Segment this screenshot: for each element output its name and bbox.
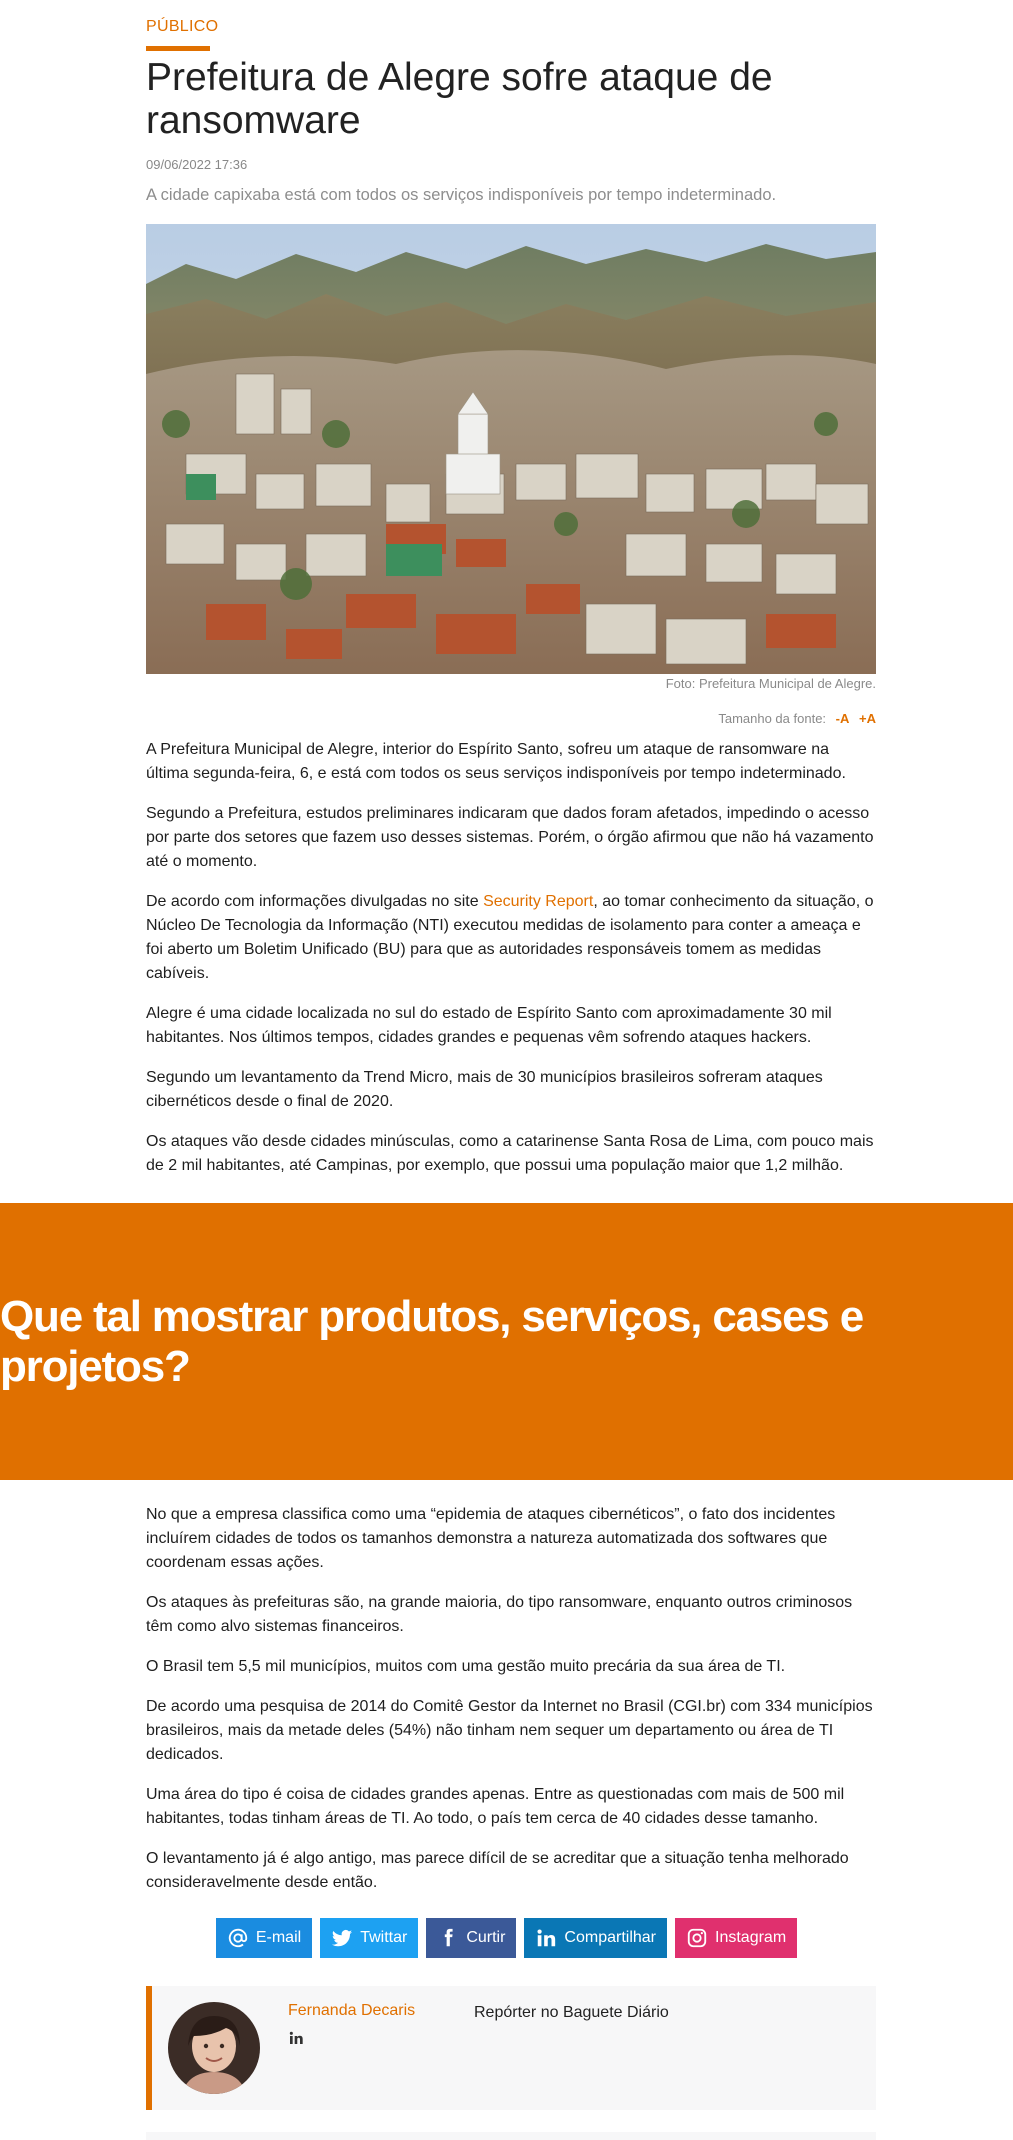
promo-banner-text: Que tal mostrar produtos, serviços, cases e projetos? (0, 1291, 863, 1391)
paragraph: O levantamento já é algo antigo, mas parece difícil de se acreditar que a situação tenha melhorado consideravelmente desde então. (146, 1850, 849, 1891)
twitter-icon (331, 1927, 353, 1949)
linkedin-icon[interactable] (288, 2030, 304, 2051)
share-facebook-label: Curtir (466, 1929, 506, 1946)
paragraph (146, 890, 876, 986)
photo-caption: Foto: Prefeitura Municipal de Alegre. (665, 676, 876, 691)
paragraph: Os ataques às prefeituras são, na grande maioria, do tipo ransomware, enquanto outros criminosos têm como alvo sistemas financeiros. (146, 1594, 853, 1635)
paragraph: De acordo uma pesquisa de 2014 do Comitê Gestor da Internet no Brasil (CGI.br) com 334 municípios brasileiros, mais da metade deles (54%) não tinham nem sequer um departamento ou área de TI dedicados. (146, 1698, 873, 1763)
author-avatar[interactable] (168, 2002, 260, 2094)
font-increase-button[interactable]: +A (859, 711, 876, 726)
paragraph: Uma área do tipo é coisa de cidades grandes apenas. Entre as questionadas com mais de 500 mil habitantes, todas tinham áreas de TI. Ao todo, o país tem cerca de 40 cidades desse tamanho. (146, 1786, 845, 1827)
paragraph: O Brasil tem 5,5 mil municípios, muitos com uma gestão muito precária da sua área de TI. (146, 1658, 786, 1675)
share-twitter-button[interactable] (320, 1918, 418, 1958)
share-instagram-label: Instagram (715, 1929, 787, 1946)
paragraph-text: De acordo com informações divulgadas no site (146, 893, 484, 910)
share-twitter-label: Twittar (360, 1929, 408, 1946)
author-role: Repórter no Baguete Diário (474, 2004, 669, 2021)
article-title: Prefeitura de Alegre sofre ataque de ransomware (146, 56, 773, 142)
author-box (146, 1986, 876, 2110)
next-section-edge (146, 2132, 876, 2140)
paragraph: Os ataques vão desde cidades minúsculas, como a catarinense Santa Rosa de Lima, com pouco mais de 2 mil habitantes, até Campinas, por exemplo, que possui uma população maior que 1,2 milhão. (146, 1133, 874, 1174)
share-linkedin-label: Compartilhar (564, 1929, 657, 1946)
instagram-icon (686, 1927, 708, 1949)
at-icon (227, 1927, 249, 1949)
font-size-control (146, 711, 876, 726)
article-photo (146, 224, 876, 674)
linkedin-icon (535, 1927, 557, 1949)
share-email-button[interactable] (216, 1918, 312, 1958)
paragraph: No que a empresa classifica como uma “epidemia de ataques cibernéticos”, o fato dos incidentes incluírem cidades de todos os tamanhos demonstra a natureza automatizada dos softwares que coordenam essas ações. (146, 1506, 836, 1571)
share-instagram-button[interactable] (675, 1918, 797, 1958)
paragraph: A Prefeitura Municipal de Alegre, interior do Espírito Santo, sofreu um ataque de ransomware na última segunda-feira, 6, e está com todos os seus serviços indisponíveis por tempo indeterminado. (146, 741, 846, 782)
security-report-link[interactable]: Security Report (483, 893, 594, 910)
promo-banner[interactable] (0, 1203, 1013, 1480)
paragraph: Segundo a Prefeitura, estudos preliminares indicaram que dados foram afetados, impedindo o acesso por parte dos setores que fazem uso desses sistemas. Porém, o órgão afirmou que não há vazamento até o momento. (146, 805, 874, 870)
paragraph: Alegre é uma cidade localizada no sul do estado de Espírito Santo com aproximadamente 30 mil habitantes. Nos últimos tempos, cidades grandes e pequenas vêm sofrendo ataques hackers. (146, 1005, 832, 1046)
share-linkedin-button[interactable] (524, 1918, 667, 1958)
section-underline (146, 46, 210, 51)
article-date: 09/06/2022 17:36 (146, 157, 248, 172)
article-body-part1 (146, 738, 876, 1194)
font-decrease-button[interactable]: -A (835, 711, 850, 726)
share-email-label: E-mail (255, 1929, 302, 1946)
article-subtitle: A cidade capixaba está com todos os serviços indisponíveis por tempo indeterminado. (146, 186, 777, 204)
section-label[interactable]: PÚBLICO (146, 18, 219, 35)
share-bar (0, 1918, 1013, 1958)
paragraph: Segundo um levantamento da Trend Micro, mais de 30 municípios brasileiros sofreram ataques cibernéticos desde o final de 2020. (146, 1069, 823, 1110)
facebook-icon (437, 1927, 459, 1949)
city-photo-illustration (146, 224, 876, 674)
font-size-label: Tamanho da fonte: (718, 711, 827, 726)
article-body-part2 (146, 1503, 876, 1911)
paragraph-text: , ao tomar conhecimento da situação, o Núcleo De Tecnologia da Informação (NTI) executou medidas de isolamento para conter a ameaça e foi aberto um Boletim Unificado (BU) para que as autoridades responsáveis tomem as medidas cabíveis. (146, 893, 874, 982)
share-facebook-button[interactable] (426, 1918, 516, 1958)
author-name[interactable]: Fernanda Decaris (288, 2002, 416, 2019)
